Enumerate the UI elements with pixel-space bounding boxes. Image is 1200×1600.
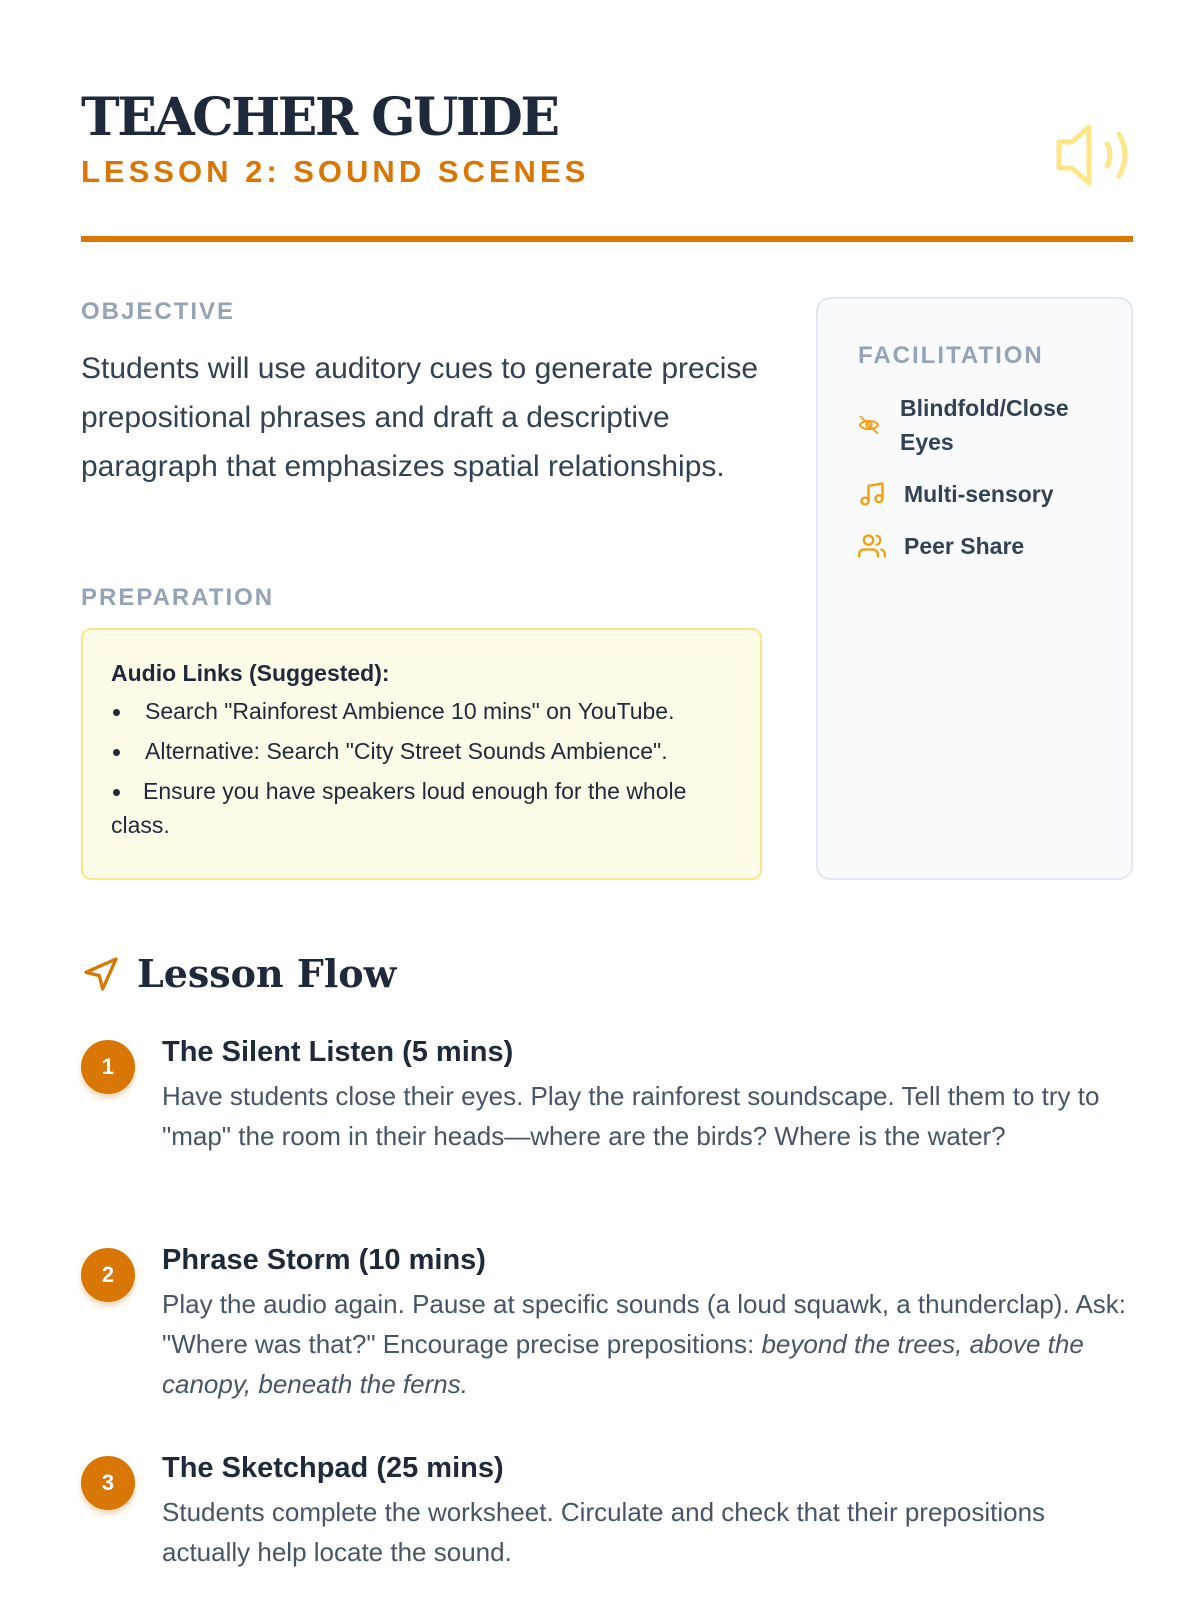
facilitation-item-label: Peer Share — [904, 533, 1025, 559]
bullet-icon — [113, 789, 120, 796]
list-item-text: Ensure you have speakers loud enough for the whole class. — [111, 778, 687, 838]
music-icon — [858, 480, 886, 508]
preparation-list — [111, 694, 734, 842]
header — [81, 88, 1133, 248]
users-icon — [858, 532, 886, 560]
facilitation-item — [858, 391, 1100, 459]
facilitation-label: FACILITATION — [858, 342, 1044, 369]
lesson-flow-heading — [81, 950, 396, 998]
objective-text: Students will use auditory cues to generate precise prepositional phrases and draft a descriptive paragraph that emphasizes spatial relationships. — [81, 352, 759, 483]
step-title: The Silent Listen (5 mins) — [162, 1036, 514, 1068]
step-number-badge: 1 — [81, 1040, 135, 1094]
list-item — [111, 734, 734, 768]
bullet-icon — [113, 709, 120, 716]
step-description: Have students close their eyes. Play the rainforest soundscape. Tell them to try to "map" the room in their heads—where are the birds? Where is the water? — [162, 1081, 1100, 1151]
facilitation-card — [816, 297, 1133, 880]
list-item-text: Alternative: Search "City Street Sounds Ambience". — [145, 738, 668, 764]
teacher-guide-page — [81, 0, 1133, 1600]
page-title: TEACHER GUIDE — [81, 87, 558, 148]
step-title: The Sketchpad (25 mins) — [162, 1452, 504, 1484]
preparation-box-title: Audio Links (Suggested): — [111, 660, 390, 686]
step-title: Phrase Storm (10 mins) — [162, 1244, 486, 1276]
step-description — [162, 1284, 1137, 1404]
header-divider — [81, 236, 1133, 242]
step-description-text: Play the audio again. Pause at specific sounds (a loud squawk, a thunderclap). Ask: "Where was that?" Encourage precise prepositions: — [162, 1289, 1127, 1359]
list-item — [111, 774, 734, 842]
step-number-badge: 3 — [81, 1456, 135, 1510]
bullet-icon — [113, 749, 120, 756]
send-icon — [81, 954, 121, 994]
objective-label: OBJECTIVE — [81, 298, 236, 325]
step-number-badge: 2 — [81, 1248, 135, 1302]
facilitation-item — [858, 477, 1104, 511]
facilitation-item-label: Multi-sensory — [904, 481, 1054, 507]
volume-icon — [1055, 122, 1133, 188]
lesson-flow-title: Lesson Flow — [137, 951, 397, 996]
facilitation-item-label: Blindfold/Close Eyes — [900, 395, 1069, 455]
list-item — [111, 694, 734, 728]
step-description: Students complete the worksheet. Circulate and check that their prepositions actually help locate the sound. — [162, 1497, 1046, 1567]
preparation-box — [81, 628, 762, 880]
eye-off-icon — [858, 414, 880, 436]
step-example-text: beyond the trees, above the canopy, beneath the ferns. — [162, 1329, 1084, 1399]
list-item-text: Search "Rainforest Ambience 10 mins" on YouTube. — [145, 698, 675, 724]
facilitation-item — [858, 529, 1104, 563]
lesson-subtitle: LESSON 2: SOUND SCENES — [81, 154, 590, 189]
preparation-label: PREPARATION — [81, 584, 275, 611]
